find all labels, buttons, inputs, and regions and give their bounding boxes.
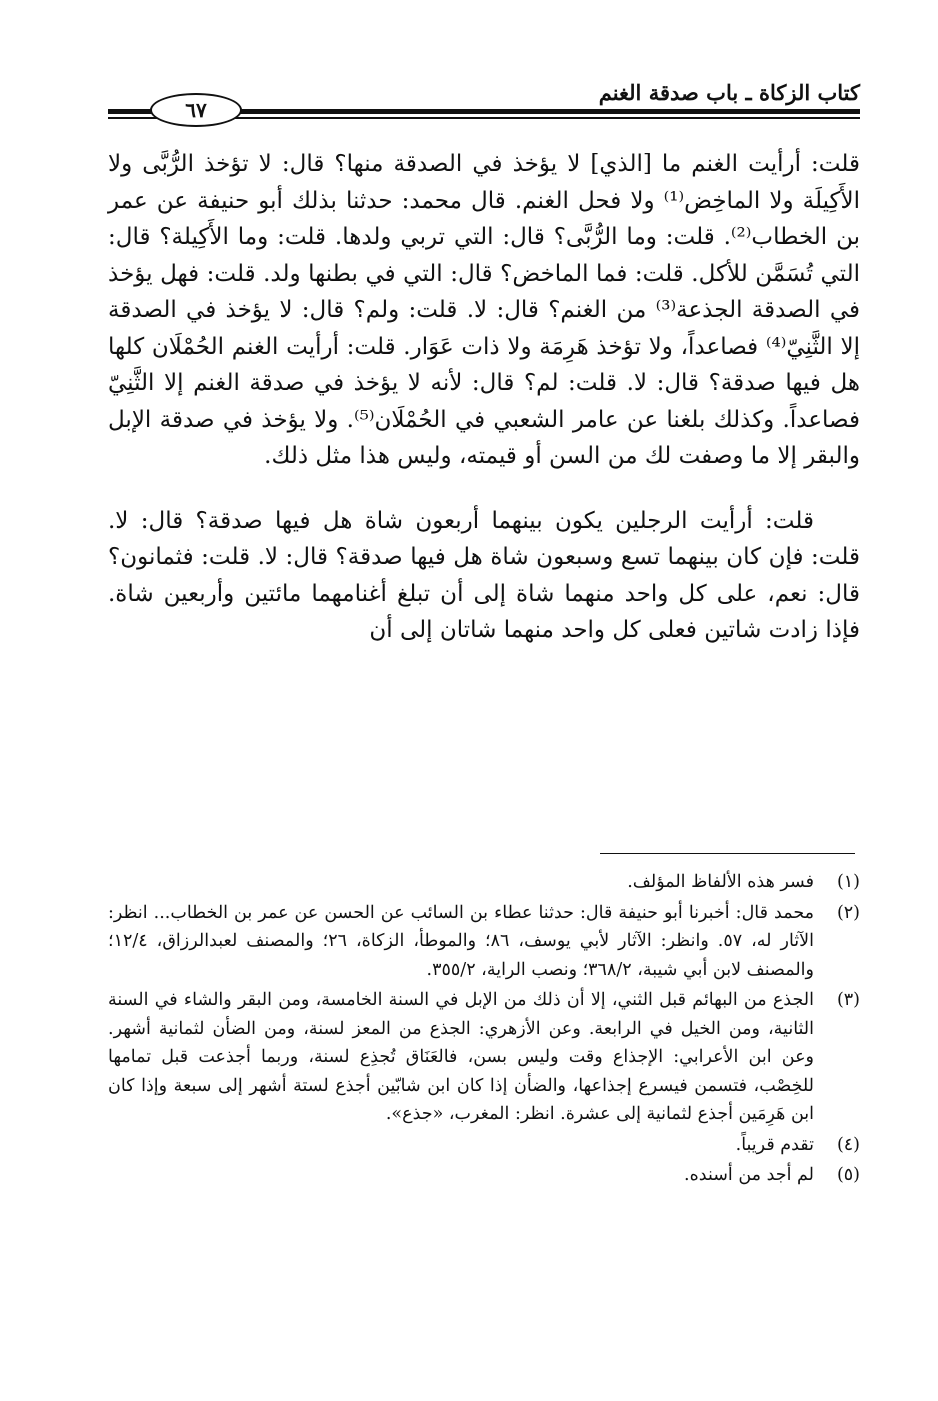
footnote [108,868,860,897]
main-text [108,146,860,649]
footnote-text: تقدم قريباً. [735,1134,814,1155]
footnote-text: لم أجد من أسنده. [684,1165,814,1185]
footnote-number: (٢) [836,902,860,923]
footnote [108,1131,860,1160]
footnote-number: (٣) [836,990,860,1010]
page-number: ٦٧ [150,93,242,127]
footnote-separator [600,853,855,854]
chapter-title: كتاب الزكاة ـ باب صدقة الغنم [598,80,860,105]
footnote [108,986,860,1129]
footnote-number: (٤) [836,1134,860,1155]
footnote [108,1161,860,1190]
paragraph: قلت: أرأيت الغنم ما [الذي] لا يؤخذ في الصدقة منها؟ قال: لا تؤخذ الرُّبَّى ولا الأَكِيلَة ولا الماخِض⁽¹⁾ ولا فحل الغنم. قال محمد: حدثنا بذلك أبو حنيفة عن عمر بن الخطاب⁽²⁾. قلت: وما الرُّبَّى؟ قال: التي تربي ولدها. قلت: وما الأَكِيلة؟ قال: التي تُسَمَّن للأكل. قلت: فما الماخض؟ قال: التي في بطنها ولد. قلت: فهل يؤخذ في الصدقة الجذعة⁽³⁾ من الغنم؟ قال: لا. قلت: ولم؟ قال: لا يؤخذ في الصدقة إلا الثَّنِيّ⁽⁴⁾ فصاعداً، ولا تؤخذ هَرِمَة ولا ذات عَوَار. قلت: أرأيت الغنم الحُمْلَان كلها هل فيها صدقة؟ قال: لا. قلت: لم؟ قال: لأنه لا يؤخذ في صدقة الغنم إلا الثَّنِيّ فصاعداً. وكذلك بلغنا عن عامر الشعبي في الحُمْلَان⁽⁵⁾. ولا يؤخذ في صدقة الإبل والبقر إلا ما وصفت لك من السن أو قيمته، وليس هذا مثل ذلك. [108,151,861,469]
footnote-number: (١) [836,872,860,892]
footnote [108,899,860,985]
footnote-text: فسر هذه الألفاظ المؤلف. [627,872,814,892]
footnote-text: الجذع من البهائم قبل الثني، إلا أن ذلك من الإبل في السنة الخامسة، ومن البقر والشاء في السنة الثانية، ومن الخيل في الرابعة. وعن الأزهري: الجذع من المعز لسنة، ومن الضأن لثمانية أشهر. وعن ابن الأعرابي: الإجذاع وقت وليس بسن، فالعَنَاق تُجذِع لسنة، وربما أجذعت قبل تمامها للخِصْب، فتسمن فيسرع إجذاعها، والضأن إذا كان ابن شابّين أجذع لستة أشهر إلى سبعة وإذا كان ابن هَرِمَين أجذع لثمانية إلى عشرة. انظر: المغرب، «جذع». [108,990,814,1124]
footnote-number: (٥) [836,1165,860,1185]
footnotes [108,868,860,1192]
footnote-text: محمد قال: أخبرنا أبو حنيفة قال: حدثنا عطاء بن السائب عن الحسن عن عمر بن الخطاب... انظر: الآثار له، ٥٧. وانظر: الآثار لأبي يوسف، ٨٦؛ والموطأ، الزكاة، ٢٦؛ والمصنف لعبدالرزاق، ١٢/٤؛ والمصنف لابن أبي شيبة، ٣٦٨/٢؛ ونصب الراية، ٣٥٥/٢. [108,902,814,980]
page-header [108,78,860,130]
paragraph: قلت: أرأيت الرجلين يكون بينهما أربعون شاة هل فيها صدقة؟ قال: لا. قلت: فإن كان بينهما تسع وسبعون شاة هل فيها صدقة؟ قال: لا. قلت: فثمانون؟ قال: نعم، على كل واحد منهما شاة إلى أن تبلغ أغنامهما مائتين وأربعين شاة. فإذا زادت شاتين فعلى كل واحد منهما شاتان إلى أن [108,507,860,643]
